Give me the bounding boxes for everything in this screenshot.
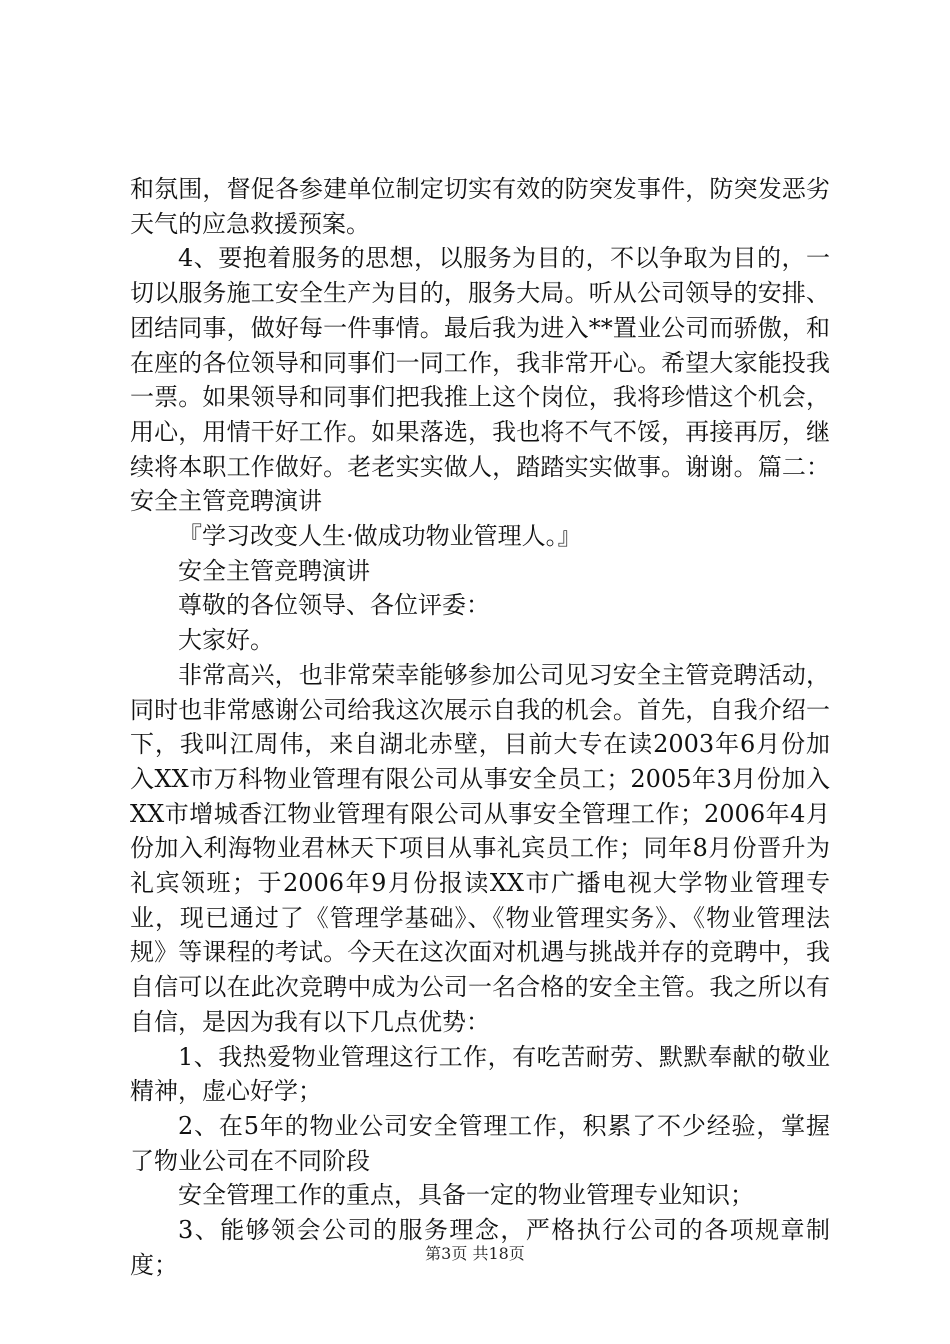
- paragraph-10: 安全管理工作的重点，具备一定的物业管理专业知识；: [178, 1181, 754, 1210]
- paragraph-8: 1、我热爱物业管理这行工作，有吃苦耐劳、默默奉献的敬业精神，虚心好学；: [130, 1042, 830, 1106]
- paragraph-3: 『学习改变人生·做成功物业管理人。』: [178, 522, 582, 551]
- paragraph-6: 大家好。: [178, 626, 274, 655]
- document-body: [130, 172, 830, 1283]
- paragraph-5: 尊敬的各位领导、各位评委：: [178, 591, 490, 620]
- page-footer: 第3页 共18页: [425, 1244, 525, 1263]
- paragraph-7: 非常高兴，也非常荣幸能够参加公司见习安全主管竞聘活动，同时也非常感谢公司给我这次展示自我的机会。首先，自我介绍一下，我叫江周伟，来自湖北赤壁，目前大专在读2003年6月份加入XX市万科物业管理有限公司从事安全员工；2005年3月份加入XX市增城香江物业管理有限公司从事安全管理工作；2006年4月份加入利海物业君林天下项目从事礼宾员工作；同年8月份晋升为礼宾领班；于2006年9月份报读XX市广播电视大学物业管理专业，现已通过了《管理学基础》、《物业管理实务》、《物业管理法规》等课程的考试。今天在这次面对机遇与挑战并存的竞聘中，我自信可以在此次竞聘中成为公司一名合格的安全主管。我之所以有自信，是因为我有以下几点优势：: [130, 660, 830, 1036]
- paragraph-2: 4、要抱着服务的思想，以服务为目的，不以争取为目的，一切以服务施工安全生产为目的，服务大局。听从公司领导的安排、团结同事，做好每一件事情。最后我为进入**置业公司而骄傲，和在座的各位领导和同事们一同工作，我非常开心。希望大家能投我一票。如果领导和同事们把我推上这个岗位，我将珍惜这个机会，用心，用情干好工作。如果落选，我也将不气不馁，再接再厉，继续将本职工作做好。老老实实做人，踏踏实实做事。谢谢。篇二：安全主管竞聘演讲: [130, 244, 830, 516]
- paragraph-1: 和氛围，督促各参建单位制定切实有效的防突发事件，防突发恶劣天气的应急救援预案。: [130, 175, 830, 238]
- paragraph-4: 安全主管竞聘演讲: [178, 556, 370, 585]
- paragraph-9: 2、在5年的物业公司安全管理工作，积累了不少经验，掌握了物业公司在不同阶段: [130, 1111, 830, 1175]
- paragraph-11: 3、能够领会公司的服务理念，严格执行公司的各项规章制度；: [130, 1216, 830, 1279]
